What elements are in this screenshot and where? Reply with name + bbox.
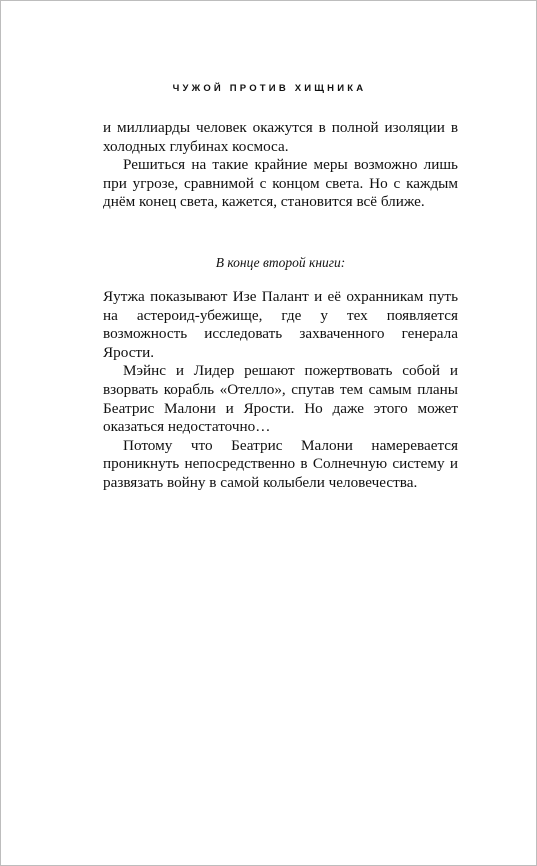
section-subheading: В конце второй книги: — [215, 255, 346, 270]
text-section-one — [103, 119, 458, 212]
running-head: ЧУЖОЙ ПРОТИВ ХИЩНИКА — [172, 83, 367, 94]
paragraph: Потому что Беатрис Малони намеревается проникнуть непосредственно в Солнечную систему и развязать войну в самой колыбели человечества. — [103, 436, 458, 491]
text-section-two — [103, 288, 458, 493]
paragraph-continuation: и миллиарды человек окажутся в полной изоляции в холодных глубинах космоса. — [103, 119, 458, 155]
paragraph: Решиться на такие крайние меры возможно лишь при угрозе, сравнимой с концом света. Но с каждым днём конец света, кажется, становится всё ближе. — [103, 156, 458, 211]
paragraph: Мэйнс и Лидер решают пожертвовать собой и взорвать корабль «Отелло», спутав тем самым планы Беатрис Малони и Ярости. Но даже этого может оказаться недостаточно… — [103, 362, 458, 436]
paragraph: Яутжа показывают Изе Палант и её охранникам путь на астероид-убежище, где у тех появляется возможность исследовать захваченного генерала Ярости. — [103, 288, 458, 361]
